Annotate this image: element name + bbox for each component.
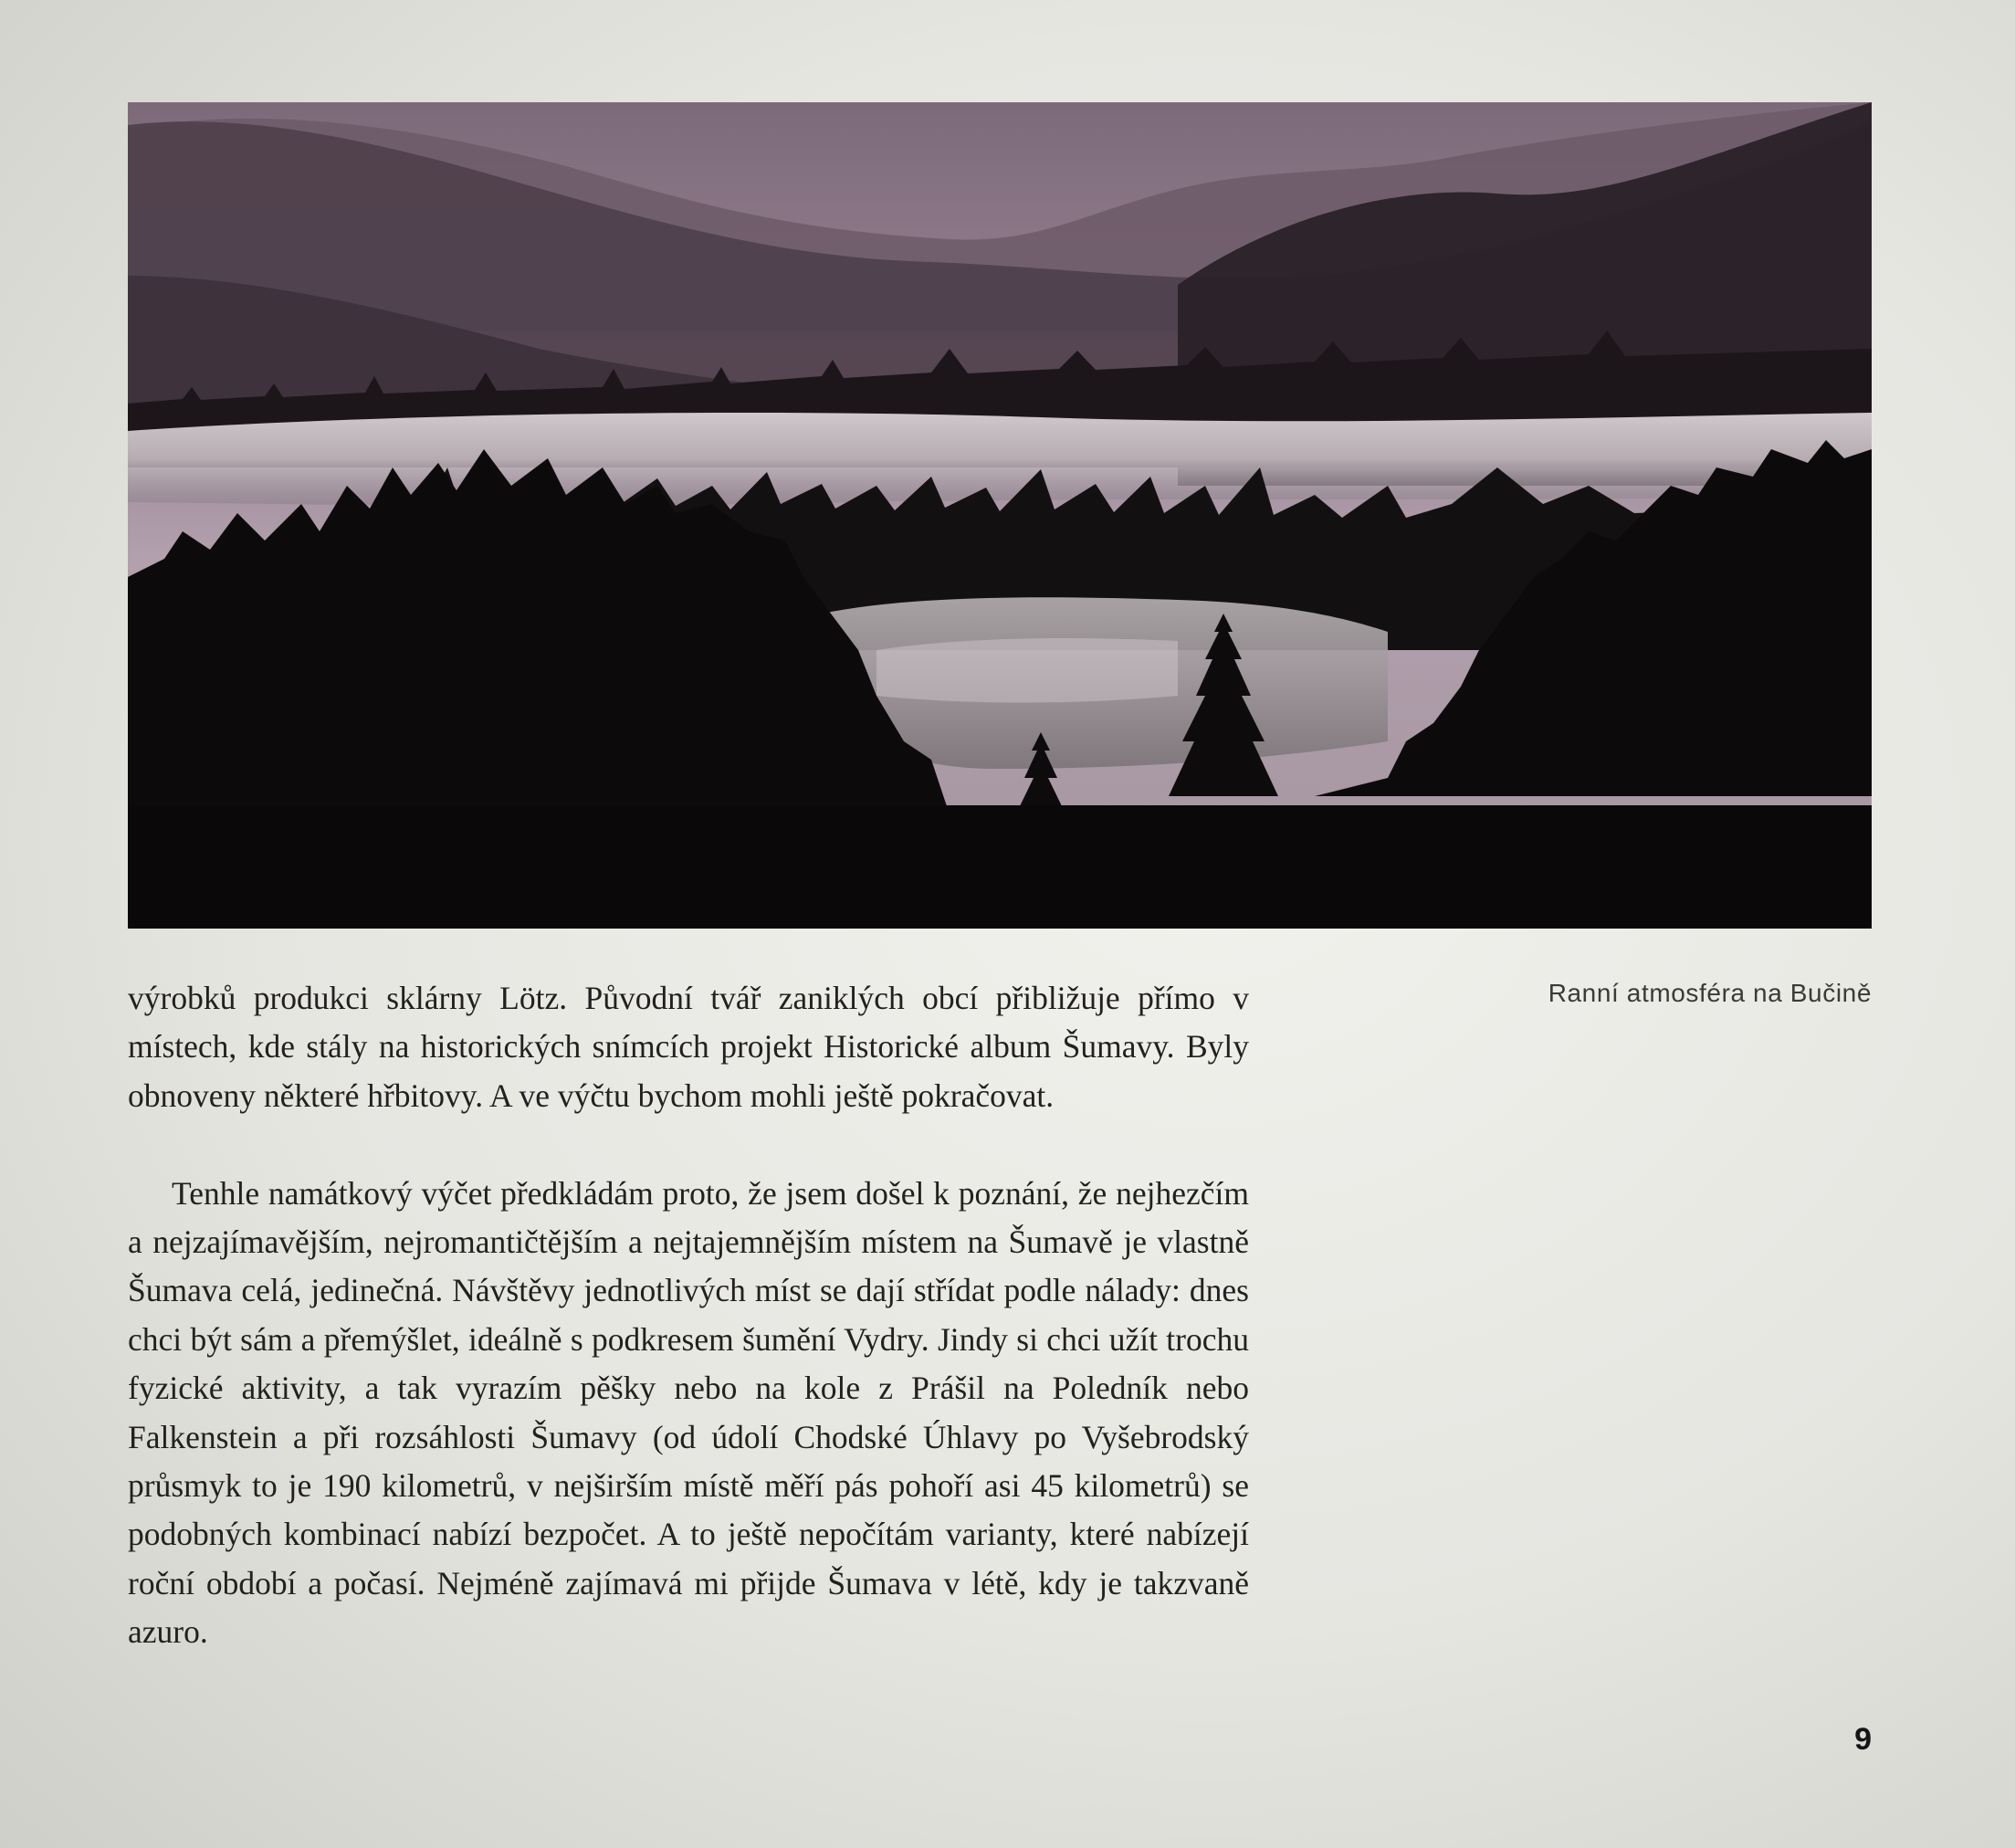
paragraph-2: Tenhle namátkový výčet předkládám proto, že jsem došel k poznání, že nejhezčím a nejzajímavějším, nejromantičtějším a nejtajemnějším místem na Šumavě je vlastně Šumava celá, jedinečná. Návštěvy jednotlivých míst se dají střídat podle nálady: dnes chci být sám a přemýšlet, ideálně s podkresem šumění Vydry. Jindy si chci užít trochu fyzické aktivity, a tak vyrazím pěšky nebo na kole z Prášil na Poledník nebo Falkenstein a při rozsáhlosti Šumavy (od údolí Chodské Úhlavy po Vyšebrodský průsmyk to je 190 kilometrů, v nejširším místě měří pás pohoří asi 45 kilometrů) se podobných kombinací nabízí bezpočet. A to ještě nepočítám varianty, které nabízejí roční období a počasí. Nejméně zajímavá mi přijde Šumava v létě, kdy je takzvaně azuro. — [128, 1174, 1249, 1651]
foreground-shadow — [128, 805, 1872, 929]
body-text — [128, 974, 1249, 1657]
misty-forest-illustration — [128, 102, 1872, 929]
valley-fog-glow — [876, 638, 1178, 702]
page-number: 9 — [1854, 1722, 1872, 1757]
landscape-photo — [128, 102, 1872, 929]
paragraph-1: výrobků produkci sklárny Lötz. Původní tvář zaniklých obcí přibližuje přímo v místech, kde stály na historických snímcích projekt Historické album Šumavy. Byly obnoveny některé hřbitovy. A ve výčtu bychom mohli ještě pokračovat. — [128, 980, 1249, 1114]
photo-caption: Ranní atmosféra na Bučině — [1548, 979, 1872, 1007]
